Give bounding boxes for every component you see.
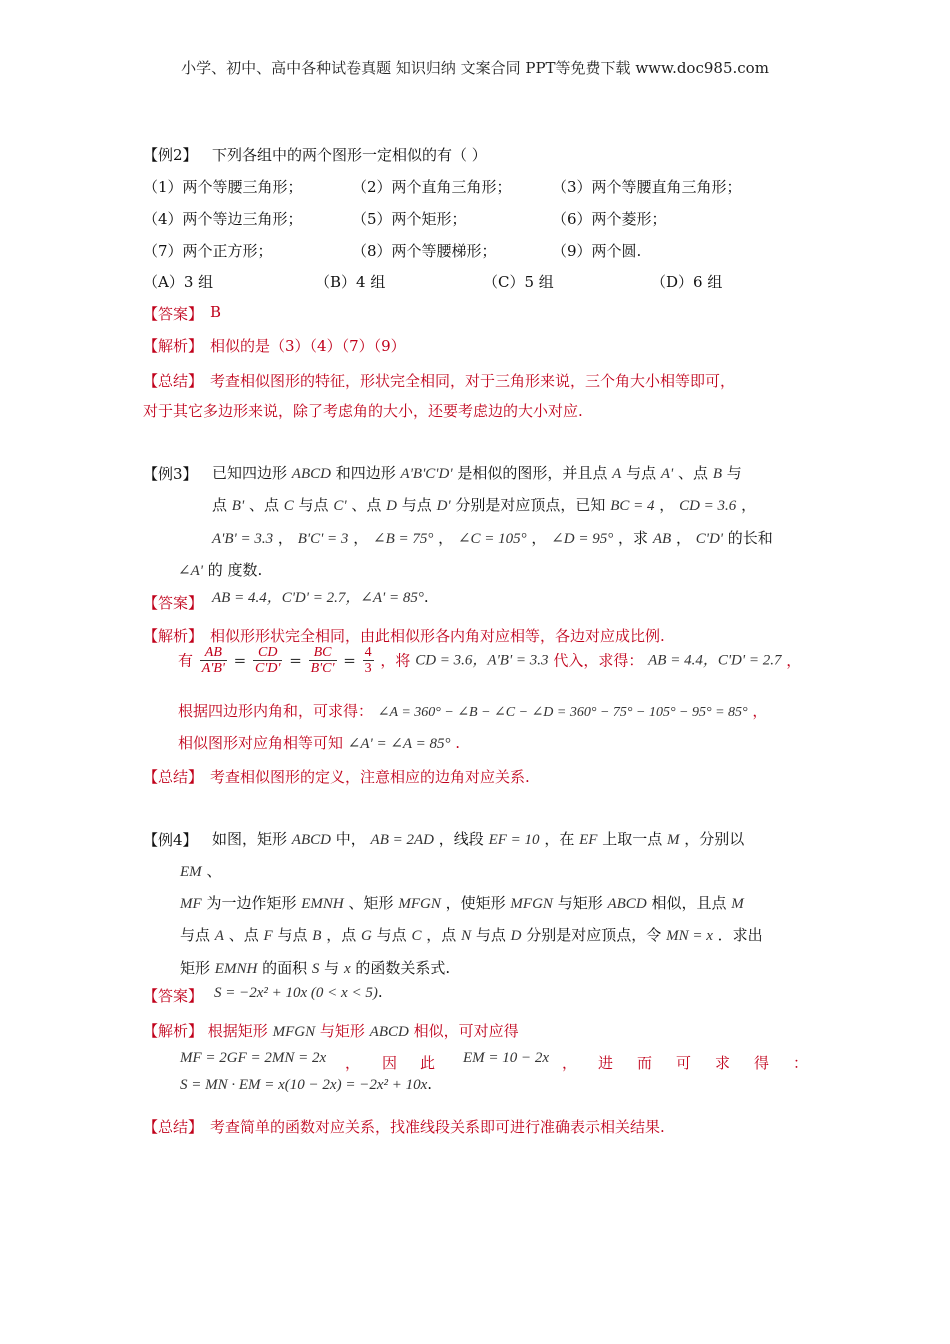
math: EM = 10 − 2x — [463, 1050, 550, 1066]
text: ，在 — [544, 830, 575, 848]
ex4-answer-label: 【答案】 — [143, 987, 204, 1005]
math: ∠C = 105° — [457, 531, 527, 547]
math: F — [263, 928, 273, 944]
math: AB = 2AD — [370, 832, 434, 848]
math: D — [386, 498, 397, 514]
math: MF — [180, 896, 202, 912]
text: . — [423, 588, 429, 606]
math: MFGN — [510, 896, 553, 912]
math: MFGN — [398, 896, 441, 912]
ex4-line1 — [212, 828, 744, 849]
ex4-analysis-label: 【解析】 — [143, 1022, 204, 1040]
ex2-item: （4）两个等边三角形； — [143, 210, 303, 228]
text: 、 — [206, 862, 222, 880]
ex2-answer-label: 【答案】 — [143, 305, 204, 323]
text: ，使矩形 — [445, 894, 506, 912]
text: ， — [345, 1054, 361, 1072]
text: 点 — [212, 496, 228, 514]
text: ，点 — [426, 926, 457, 944]
math: ∠B = 75° — [373, 531, 434, 547]
text: ， — [752, 702, 768, 720]
math: C — [411, 928, 422, 944]
text: ，线段 — [438, 830, 484, 848]
text: ．求出 — [717, 926, 763, 944]
math: G — [361, 928, 372, 944]
math: EM — [180, 864, 202, 880]
text: 分别是对应顶点，已知 — [455, 496, 606, 514]
text: 相似，可对应得 — [413, 1022, 519, 1040]
math: S — [311, 961, 320, 977]
ex3-answer-label: 【答案】 — [143, 594, 204, 612]
math: EMNH — [214, 961, 258, 977]
ex2-summary-line2: 对于其它多边形来说，除了考虑角的大小，还要考虑边的大小对应. — [143, 402, 583, 420]
math: M — [667, 832, 680, 848]
math: ∠D = 95° — [551, 531, 614, 547]
text: 相似图形对应角相等可知 — [178, 734, 344, 752]
math: ∠A = 360° − ∠B − ∠C − ∠D = 360° − 75° − 105° − 95° = 85° — [377, 705, 748, 720]
math: x — [343, 961, 351, 977]
math: A'B'C'D' — [400, 466, 453, 482]
text: 有 — [178, 651, 194, 670]
text: 与点 — [298, 496, 329, 514]
text: ， — [438, 529, 454, 547]
ex3-answer — [212, 586, 429, 607]
denominator: C'D' — [255, 661, 281, 676]
text: ， — [353, 529, 369, 547]
ex3-line2 — [212, 494, 756, 515]
text: 与矩形 — [557, 894, 603, 912]
math: C' — [333, 498, 347, 514]
text: 进 — [598, 1054, 614, 1072]
text: ，将 — [380, 651, 411, 670]
math: EMNH — [301, 896, 344, 912]
math: ABCD — [369, 1024, 409, 1040]
ex4-answer — [214, 983, 383, 1002]
text: 、点 — [678, 464, 709, 482]
ex3-analysis-line4 — [178, 732, 460, 753]
text: 此 — [420, 1054, 436, 1072]
ex3-analysis-line1: 相似形形状完全相同，由此相似形各内角对应相等，各边对应成比例. — [210, 627, 665, 645]
math: A — [612, 466, 622, 482]
ex4-line4 — [180, 924, 763, 945]
text: . — [377, 983, 383, 1001]
ex2-analysis-label: 【解析】 — [143, 337, 204, 355]
ex4-summary: 考查简单的函数对应关系，找准线段关系即可进行准确表示相关结果. — [210, 1118, 665, 1136]
text: 根据四边形内角和，可求得： — [178, 702, 374, 720]
text: 、点 — [248, 496, 279, 514]
ex2-item: （1）两个等腰三角形； — [143, 178, 303, 196]
math: CD = 3.6，A'B' = 3.3 — [415, 652, 549, 669]
text: 和四边形 — [335, 464, 396, 482]
math: ∠A' — [178, 563, 203, 579]
ex2-option-a: （A）3 组 — [143, 273, 214, 291]
ex3-label: 【例3】 — [143, 465, 198, 483]
math: B'C' = 3 — [297, 531, 349, 547]
math: C'D' — [695, 531, 723, 547]
ex2-answer: B — [210, 303, 222, 321]
ex4-label: 【例4】 — [143, 831, 198, 849]
ex2-summary-line1: 考查相似图形的特征，形状完全相同，对于三角形来说，三个角大小相等即可， — [210, 372, 736, 390]
text: ， — [562, 1054, 578, 1072]
math: N — [461, 928, 472, 944]
text: 根据矩形 — [207, 1022, 268, 1040]
numerator: BC — [309, 645, 337, 661]
text: 与点 — [180, 926, 211, 944]
math: D' — [436, 498, 451, 514]
ex3-summary: 考查相似图形的定义，注意相应的边角对应关系. — [210, 768, 530, 786]
text: ， — [675, 529, 691, 547]
text: 求 — [715, 1054, 731, 1072]
math: C — [283, 498, 294, 514]
text: ， — [659, 496, 675, 514]
math: D — [510, 928, 522, 944]
text: 与 — [324, 959, 340, 977]
math: B — [312, 928, 322, 944]
text: 如图，矩形 — [212, 830, 288, 848]
text: 与点 — [401, 496, 432, 514]
math: MFGN — [272, 1024, 316, 1040]
ex2-summary-label: 【总结】 — [143, 372, 204, 390]
text: 是相似的图形，并且点 — [457, 464, 608, 482]
ex2-item: （7）两个正方形； — [143, 242, 273, 260]
math: B — [712, 466, 722, 482]
text: 上取一点 — [602, 830, 663, 848]
ex2-analysis: 相似的是（3）（4）（7）（9） — [210, 337, 406, 355]
ex2-option-d: （D）6 组 — [651, 273, 723, 291]
text: 与矩形 — [319, 1022, 365, 1040]
math: MF = 2GF = 2MN = 2x — [180, 1050, 327, 1066]
math: S = MN · EM = x(10 − 2x) = −2x² + 10x — [180, 1077, 428, 1093]
numerator: AB — [200, 645, 227, 661]
ex3-line4 — [178, 559, 262, 580]
text: ， — [786, 651, 802, 670]
math: ABCD — [291, 832, 331, 848]
fraction — [200, 645, 227, 676]
text: 因 — [382, 1054, 398, 1072]
text: 的函数关系式. — [355, 959, 451, 977]
math: EF — [579, 832, 598, 848]
ex2-item: （6）两个菱形； — [552, 210, 667, 228]
text: ， — [531, 529, 547, 547]
text: 与点 — [475, 926, 506, 944]
math: S = −2x² + 10x (0 < x < 5) — [214, 985, 378, 1001]
fraction — [253, 645, 282, 676]
ex2-item: （5）两个矩形； — [352, 210, 467, 228]
math: AB = 4.4，C'D' = 2.7，∠A' = 85° — [212, 590, 424, 606]
text: 代入，求得： — [553, 651, 644, 670]
equals-sign: = — [233, 651, 247, 670]
ex3-analysis-line2 — [178, 645, 801, 676]
math: CD = 3.6 — [679, 498, 737, 514]
text: 与点 — [626, 464, 657, 482]
ex2-item: （3）两个等腰直角三角形； — [552, 178, 742, 196]
ex2-question: 下列各组中的两个图形一定相似的有（ ） — [212, 146, 487, 164]
ex4-line5 — [180, 957, 450, 978]
math: M — [731, 896, 744, 912]
math: A' — [660, 466, 674, 482]
equals-sign: = — [289, 651, 302, 670]
text: 与点 — [277, 926, 308, 944]
math: EF = 10 — [488, 832, 540, 848]
math: A'B' = 3.3 — [212, 531, 274, 547]
ex2-label: 【例2】 — [143, 146, 198, 164]
text: 相似，且点 — [651, 894, 727, 912]
text: 、点 — [351, 496, 382, 514]
text: ： — [793, 1054, 809, 1072]
numerator: CD — [253, 645, 282, 661]
denominator: 3 — [364, 661, 372, 676]
text: 矩形 — [180, 959, 211, 977]
ex4-summary-label: 【总结】 — [143, 1118, 204, 1136]
math: ∠A' = ∠A = 85° — [347, 736, 451, 752]
math: BC = 4 — [610, 498, 655, 514]
math: ABCD — [607, 896, 647, 912]
text: 的长和 — [727, 529, 773, 547]
text: 与点 — [376, 926, 407, 944]
text: 的 度数. — [207, 561, 263, 579]
text: 可 — [676, 1054, 692, 1072]
text: ， — [741, 496, 757, 514]
text: 而 — [637, 1054, 653, 1072]
math: ABCD — [291, 466, 331, 482]
text: 为一边作矩形 — [206, 894, 297, 912]
text: . — [455, 734, 461, 752]
ex2-item: （8）两个等腰梯形； — [352, 242, 497, 260]
ex3-summary-label: 【总结】 — [143, 768, 204, 786]
text: 已知四边形 — [212, 464, 288, 482]
text: 、点 — [228, 926, 259, 944]
math: B' — [231, 498, 245, 514]
text: ， — [277, 529, 293, 547]
text: . — [427, 1075, 433, 1093]
text: 与 — [726, 464, 742, 482]
math: A — [214, 928, 224, 944]
denominator: B'C' — [310, 661, 335, 676]
ex3-line1 — [212, 462, 742, 483]
ex3-analysis-label: 【解析】 — [143, 627, 204, 645]
ex4-line3 — [180, 892, 744, 913]
text: 中， — [335, 830, 366, 848]
text: ，分别以 — [684, 830, 745, 848]
ex3-analysis-line3 — [178, 700, 767, 721]
ex2-item: （2）两个直角三角形； — [352, 178, 512, 196]
ex2-option-c: （C）5 组 — [483, 273, 554, 291]
text: ，点 — [326, 926, 357, 944]
denominator: A'B' — [201, 661, 225, 676]
math: AB = 4.4，C'D' = 2.7 — [648, 652, 782, 669]
equals-sign: = — [343, 651, 356, 670]
fraction — [363, 645, 374, 676]
text: 、矩形 — [348, 894, 394, 912]
page-header: 小学、初中、高中各种试卷真题 知识归纳 文案合同 PPT等免费下载 www.doc985.com — [181, 59, 769, 77]
ex4-line2 — [180, 860, 221, 881]
text: 得 — [754, 1054, 770, 1072]
ex2-option-b: （B）4 组 — [315, 273, 386, 291]
ex2-item: （9）两个圆. — [552, 242, 642, 260]
text: 分别是对应顶点，令 — [526, 926, 662, 944]
text: ，求 — [618, 529, 649, 547]
ex4-analysis-line1 — [143, 1020, 519, 1041]
text: 的面积 — [262, 959, 308, 977]
ex3-line3 — [212, 527, 773, 548]
math: MN = x — [666, 928, 713, 944]
fraction — [309, 645, 337, 676]
math: AB — [652, 531, 672, 547]
ex4-analysis-line3 — [180, 1075, 432, 1094]
numerator: 4 — [364, 645, 372, 660]
